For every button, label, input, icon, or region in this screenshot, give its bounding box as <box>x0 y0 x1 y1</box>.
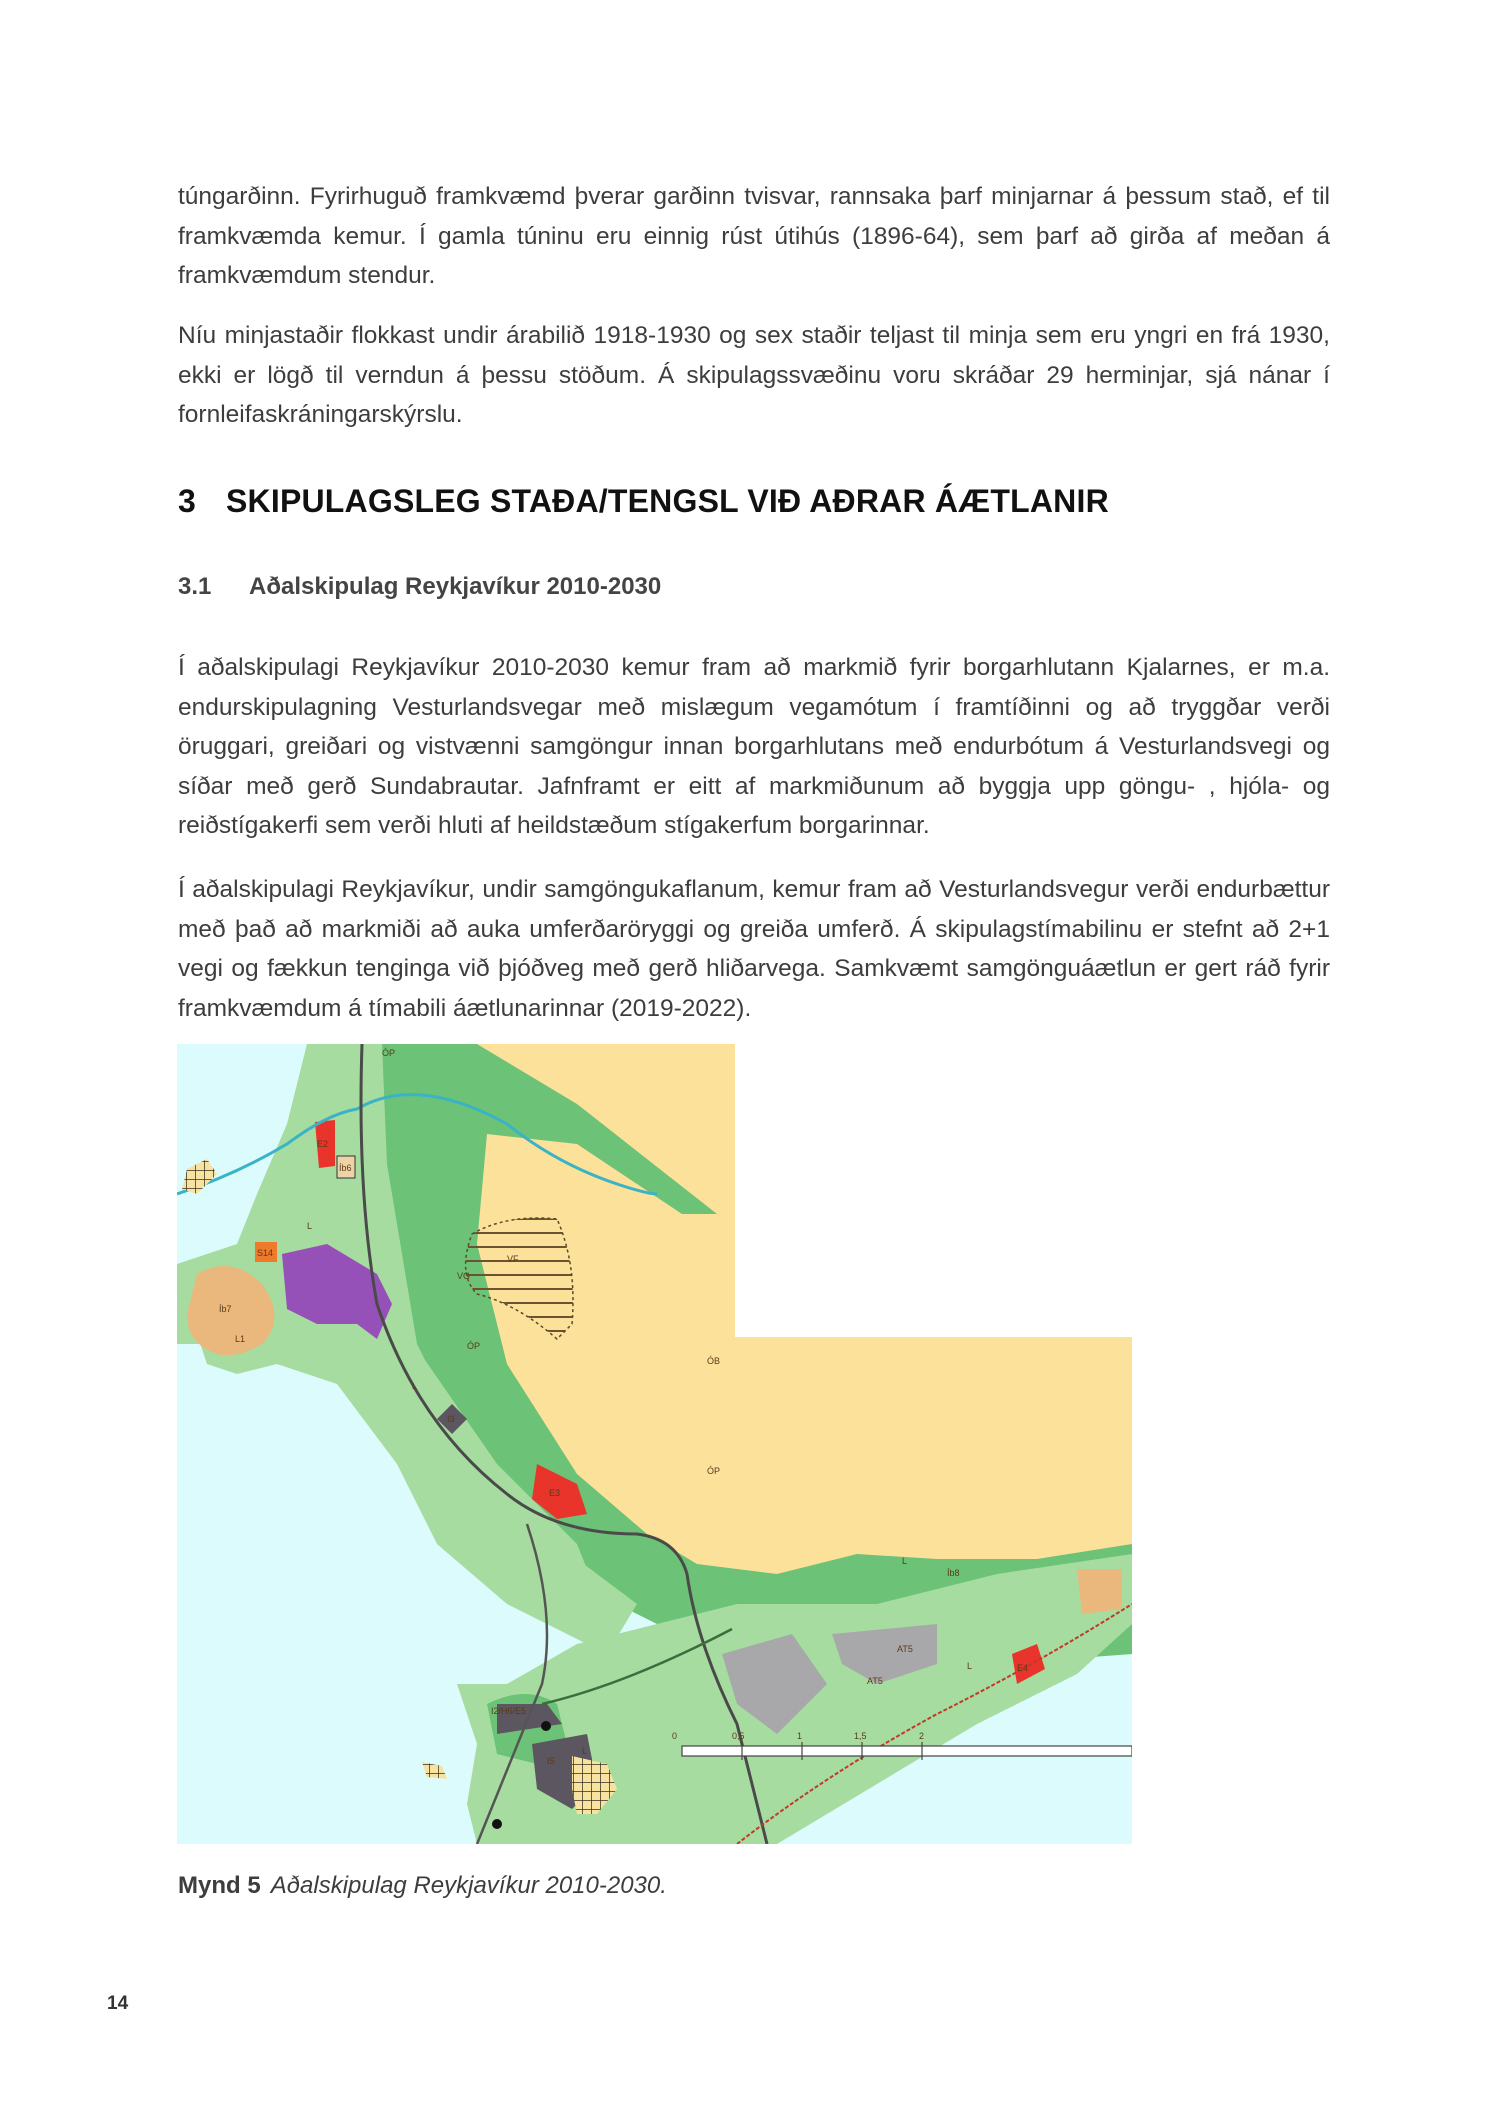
svg-text:L: L <box>582 1746 588 1756</box>
paragraph: Í aðalskipulagi Reykjavíkur 2010-2030 kemur fram að markmið fyrir borgarhlutann Kjalarnes, er m.a. endurskipulagning Vesturlandsvegar með mislægum vegamótum í framtíðinni og að tryggðar verði öruggari, greiðari og vistvænni samgöngur innan borgarhlutans með endurbótum á Vesturlandsvegi og síðar með gerð Sundabrautar. Jafnframt er eitt af markmiðunum að byggja upp göngu- , hjóla- og reiðstígakerfi sem verði hluti af heildstæðum stígakerfum borgarinnar. <box>178 654 1330 839</box>
svg-text:E2: E2 <box>317 1139 329 1149</box>
section-title: SKIPULAGSLEG STAÐA/TENGSL VIÐ AÐRAR ÁÆTLANIR <box>226 483 1109 519</box>
svg-text:0,5: 0,5 <box>732 1731 745 1741</box>
svg-text:I2/H6/E5: I2/H6/E5 <box>491 1706 527 1716</box>
figure-caption <box>178 1872 667 1900</box>
svg-text:1: 1 <box>797 1731 803 1741</box>
svg-text:Íb7: Íb7 <box>219 1304 232 1314</box>
svg-text:1,5: 1,5 <box>854 1731 867 1741</box>
svg-text:VF: VF <box>507 1254 519 1264</box>
page-number: 14 <box>107 1993 129 2014</box>
svg-text:ÓP: ÓP <box>707 1466 721 1476</box>
svg-text:AT5: AT5 <box>897 1644 913 1654</box>
svg-text:L: L <box>967 1661 973 1671</box>
svg-text:Íb8: Íb8 <box>947 1568 960 1578</box>
svg-text:0: 0 <box>672 1731 678 1741</box>
caption-text: Aðalskipulag Reykjavíkur 2010-2030. <box>270 1872 667 1899</box>
svg-text:AT5: AT5 <box>867 1676 883 1686</box>
caption-label: Mynd 5 <box>178 1872 261 1899</box>
subsection-title: Aðalskipulag Reykjavíkur 2010-2030 <box>249 573 662 600</box>
svg-text:E4: E4 <box>1017 1663 1029 1673</box>
svg-text:S14: S14 <box>257 1248 274 1258</box>
svg-text:L1: L1 <box>235 1334 246 1344</box>
svg-text:2: 2 <box>919 1731 925 1741</box>
svg-text:VG: VG <box>457 1271 471 1281</box>
subsection-number: 3.1 <box>178 573 212 600</box>
section-number: 3 <box>178 483 196 519</box>
svg-text:E3: E3 <box>549 1488 561 1498</box>
subsection-heading <box>178 573 661 601</box>
svg-text:ÓP: ÓP <box>467 1341 481 1351</box>
section-heading <box>178 483 1109 520</box>
svg-text:I3: I3 <box>447 1414 455 1424</box>
paragraph: Í aðalskipulagi Reykjavíkur, undir samgöngukaflanum, kemur fram að Vesturlandsvegur verði endurbættur með það að markmiði að auka umferðaröryggi og greiða umferð. Á skipulagstímabilinu er stefnt að 2+1 vegi og fækkun tenginga við þjóðveg með gerð hliðarvega. Samkvæmt samgönguáætlun er gert ráð fyrir framkvæmdum á tímabili áætlunarinnar (2019-2022). <box>178 876 1330 1022</box>
svg-text:Íb6: Íb6 <box>339 1163 352 1173</box>
paragraph: Níu minjastaðir flokkast undir árabilið 1918-1930 og sex staðir teljast til minja sem eru yngri en frá 1930, ekki er lögð til verndun á þessu stöðum. Á skipulagssvæðinu voru skráðar 29 herminjar, sjá nánar í fornleifaskráningarskýrslu. <box>178 322 1330 428</box>
svg-text:I5: I5 <box>547 1756 555 1766</box>
svg-text:L: L <box>412 1381 418 1391</box>
land-use-map-figure <box>177 1044 1132 1844</box>
svg-text:L: L <box>902 1556 908 1566</box>
svg-text:ÓP: ÓP <box>382 1048 396 1058</box>
paragraph: túngarðinn. Fyrirhuguð framkvæmd þverar garðinn tvisvar, rannsaka þarf minjarnar á þessum stað, ef til framkvæmda kemur. Í gamla túninu eru einnig rúst útihús (1896-64), sem þarf að girða af meðan á framkvæmdum stendur. <box>178 183 1330 289</box>
svg-text:L: L <box>307 1221 313 1231</box>
svg-text:ÓB: ÓB <box>707 1356 721 1366</box>
